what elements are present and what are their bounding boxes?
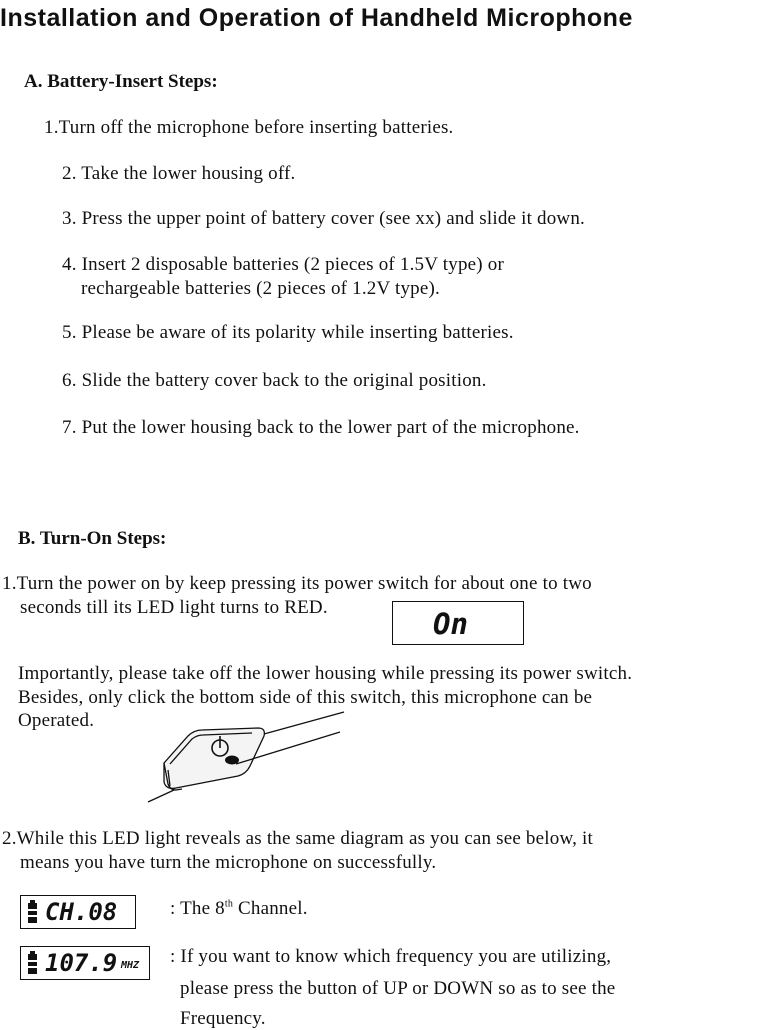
freq-desc-line3: Frequency.	[180, 1008, 266, 1029]
channel-desc-sup: th	[224, 898, 234, 910]
step-b2-line1: 2.While this LED light reveals as the same diagram as you can see below, it	[2, 828, 593, 849]
step-b2-line2: means you have turn the microphone on successfully.	[20, 852, 437, 873]
battery-icon	[28, 903, 37, 923]
battery-icon	[28, 954, 37, 974]
freq-desc-line2: please press the button of UP or DOWN so as to see the	[180, 978, 616, 999]
channel-display	[20, 895, 136, 929]
power-switch-illustration	[140, 708, 350, 806]
page-title: Installation and Operation of Handheld Microphone	[0, 4, 633, 32]
channel-display-text: CH.08	[45, 898, 118, 926]
step-a7: 7. Put the lower housing back to the lower part of the microphone.	[62, 417, 580, 438]
note-line3: Operated.	[18, 710, 95, 731]
note-line1: Importantly, please take off the lower housing while pressing its power switch.	[18, 663, 633, 684]
note-line2: Besides, only click the bottom side of this switch, this microphone can be	[18, 687, 593, 708]
step-a5: 5. Please be aware of its polarity while inserting batteries.	[62, 322, 514, 343]
step-a4-line1: 4. Insert 2 disposable batteries (2 pieces of 1.5V type) or	[62, 254, 504, 275]
step-a3: 3. Press the upper point of battery cover (see xx) and slide it down.	[62, 208, 585, 229]
section-b-heading: B. Turn-On Steps:	[18, 528, 167, 549]
frequency-display-text: 107.9	[45, 949, 118, 977]
led-on-text: On	[433, 607, 468, 641]
freq-desc-line1: : If you want to know which frequency you are utilizing,	[170, 946, 612, 967]
frequency-unit: MHZ	[121, 960, 140, 971]
step-a2: 2. Take the lower housing off.	[62, 163, 296, 184]
section-a-heading: A. Battery-Insert Steps:	[24, 71, 218, 92]
led-on-display	[392, 601, 524, 645]
frequency-display	[20, 946, 150, 980]
channel-description	[170, 898, 308, 920]
step-b1-line2: seconds till its LED light turns to RED.	[20, 597, 328, 618]
step-a1: 1.Turn off the microphone before inserting batteries.	[44, 117, 454, 138]
step-a6: 6. Slide the battery cover back to the original position.	[62, 370, 487, 391]
channel-desc-suffix: Channel.	[233, 898, 308, 919]
step-b1-line1: 1.Turn the power on by keep pressing its power switch for about one to two	[2, 573, 592, 594]
step-a4-line2: rechargeable batteries (2 pieces of 1.2V type).	[81, 278, 440, 299]
channel-desc-prefix: : The 8	[170, 898, 225, 919]
